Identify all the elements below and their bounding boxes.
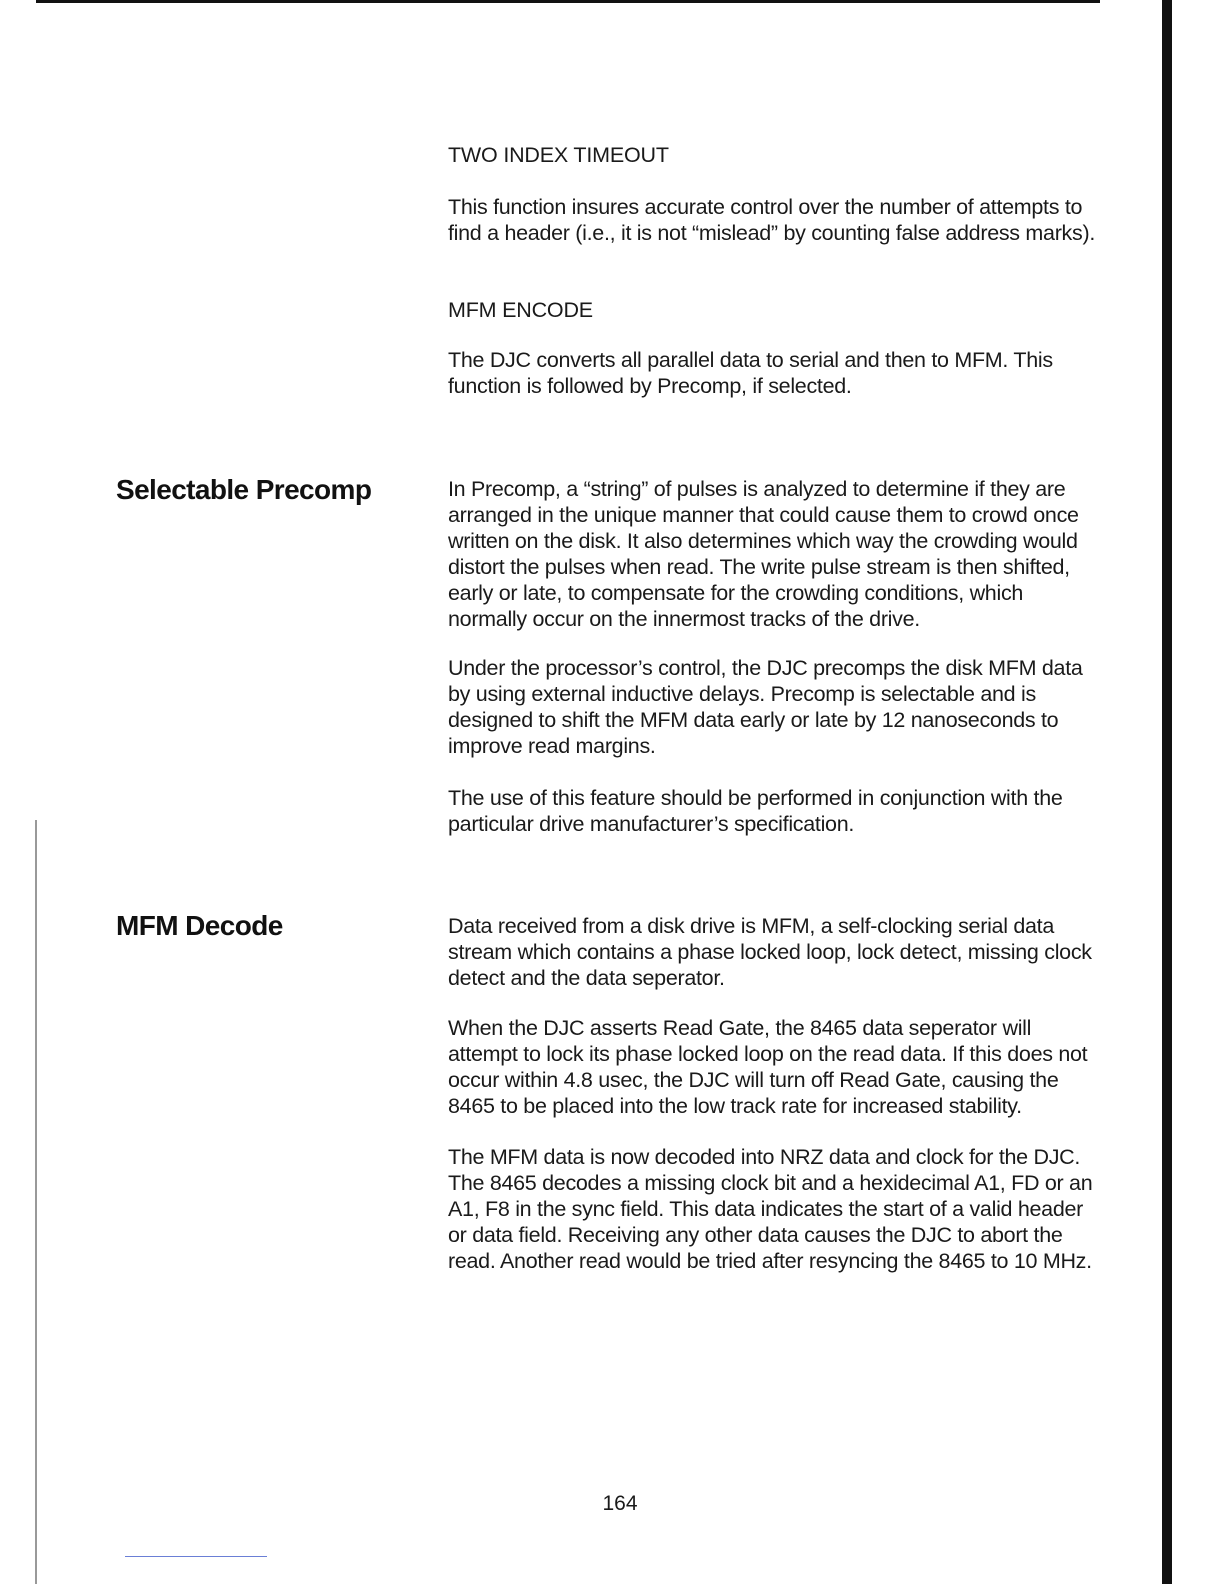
scan-border-right xyxy=(1162,0,1172,1584)
scan-border-left xyxy=(35,820,37,1584)
page-number: 164 xyxy=(602,1492,638,1515)
mfm-encode-heading: MFM ENCODE xyxy=(448,298,593,322)
mfm-encode-paragraph: The DJC converts all parallel data to serial and then to MFM. This function is followed by Precomp, if selected. xyxy=(448,348,1053,398)
precomp-paragraph-2: Under the processor’s control, the DJC precomps the disk MFM data by using external inductive delays. Precomp is selectable and is designed to shift the MFM data early or late by 12 nanoseconds to improve read margins. xyxy=(448,656,1083,758)
scan-border-top xyxy=(36,0,1100,3)
two-index-timeout-paragraph: This function insures accurate control over the number of attempts to find a header (i.e., it is not “mislead” by counting false address marks). xyxy=(448,195,1095,245)
precomp-paragraph-1: In Precomp, a “string” of pulses is analyzed to determine if they are arranged in the unique manner that could cause them to crowd once written on the disk. It also determines which way the crowding would distort the pulses when read. The write pulse stream is then shifted, early or late, to compensate for the crowding conditions, which normally occur on the innermost tracks of the drive. xyxy=(448,477,1079,631)
decode-paragraph-1: Data received from a disk drive is MFM, a self-clocking serial data stream which contains a phase locked loop, lock detect, missing clock detect and the data seperator. xyxy=(448,914,1092,990)
decode-paragraph-2: When the DJC asserts Read Gate, the 8465 data seperator will attempt to lock its phase locked loop on the read data. If this does not occur within 4.8 usec, the DJC will turn off Read Gate, causing the 8465 to be placed into the low track rate for increased stability. xyxy=(448,1016,1088,1118)
scan-mark-bottom xyxy=(125,1556,267,1557)
two-index-timeout-heading: TWO INDEX TIMEOUT xyxy=(448,143,669,167)
precomp-paragraph-3: The use of this feature should be performed in conjunction with the particular drive manufacturer’s specification. xyxy=(448,786,1063,836)
mfm-decode-title: MFM Decode xyxy=(116,910,283,941)
decode-paragraph-3: The MFM data is now decoded into NRZ data and clock for the DJC. The 8465 decodes a missing clock bit and a hexidecimal A1, FD or an A1, F8 in the sync field. This data indicates the start of a valid header or data field. Receiving any other data causes the DJC to abort the read. Another read would be tried after resyncing the 8465 to 10 MHz. xyxy=(448,1145,1093,1273)
selectable-precomp-title: Selectable Precomp xyxy=(116,474,372,505)
